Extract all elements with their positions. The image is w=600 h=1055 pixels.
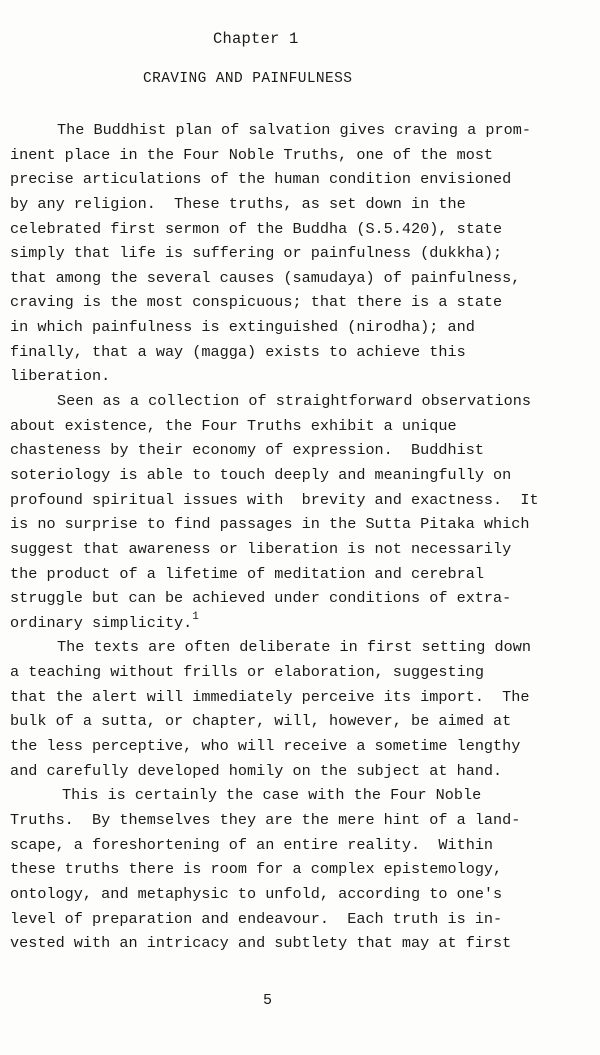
- text-line: This is certainly the case with the Four Noble: [62, 786, 482, 805]
- text-line: scape, a foreshortening of an entire reality. Within: [10, 835, 494, 854]
- paragraph-2: [10, 389, 592, 635]
- chapter-title: CRAVING AND PAINFULNESS: [143, 71, 353, 87]
- text-line: that among the several causes (samudaya) of painfulness,: [10, 268, 521, 287]
- text-line: struggle but can be achieved under conditions of extra-: [10, 589, 512, 608]
- text-line: ordinary simplicity.: [10, 613, 193, 632]
- text-line: precise articulations of the human condition envisioned: [10, 170, 512, 189]
- paragraph-4: [10, 783, 592, 955]
- text-line: is no surprise to find passages in the Sutta Pitaka which: [10, 515, 530, 534]
- text-line: Truths. By themselves they are the mere hint of a land-: [10, 810, 521, 829]
- text-line: celebrated first sermon of the Buddha (S.5.420), state: [10, 219, 503, 238]
- text-line: the product of a lifetime of meditation and cerebral: [10, 564, 484, 583]
- text-line: in which painfulness is extinguished (nirodha); and: [10, 318, 475, 337]
- text-line: finally, that a way (magga) exists to achieve this: [10, 342, 466, 361]
- text-line: a teaching without frills or elaboration, suggesting: [10, 663, 484, 682]
- text-line: craving is the most conspicuous; that there is a state: [10, 293, 503, 312]
- text-line: and carefully developed homily on the subject at hand.: [10, 761, 503, 780]
- chapter-label: Chapter 1: [213, 30, 299, 48]
- text-line: liberation.: [10, 367, 111, 386]
- text-line: by any religion. These truths, as set down in the: [10, 194, 466, 213]
- text-line: level of preparation and endeavour. Each truth is in-: [10, 909, 503, 928]
- text-line: The texts are often deliberate in first setting down: [57, 638, 531, 657]
- text-line: inent place in the Four Noble Truths, one of the most: [10, 145, 494, 164]
- paragraph-1: [10, 118, 592, 389]
- text-line: simply that life is suffering or painfulness (dukkha);: [10, 244, 503, 263]
- text-line: The Buddhist plan of salvation gives craving a prom-: [57, 121, 531, 139]
- text-line: vested with an intricacy and subtlety that may at first: [10, 934, 512, 953]
- text-line: chasteness by their economy of expression. Buddhist: [10, 441, 484, 460]
- footnote-marker: 1: [192, 610, 199, 623]
- text-line: about existence, the Four Truths exhibit a unique: [10, 416, 457, 435]
- text-line: these truths there is room for a complex epistemology,: [10, 860, 503, 879]
- text-line-with-footnote: [10, 611, 592, 636]
- text-line: Seen as a collection of straightforward observations: [57, 392, 531, 411]
- text-line: ontology, and metaphysic to unfold, according to one's: [10, 884, 503, 903]
- text-line: that the alert will immediately perceive its import. The: [10, 687, 530, 706]
- body-text: [10, 118, 592, 956]
- page-number: 5: [263, 992, 273, 1009]
- paragraph-3: [10, 635, 592, 783]
- text-line: the less perceptive, who will receive a sometime lengthy: [10, 737, 521, 756]
- text-line: profound spiritual issues with brevity and exactness. It: [10, 490, 539, 509]
- text-line: suggest that awareness or liberation is not necessarily: [10, 539, 512, 558]
- text-line: soteriology is able to touch deeply and meaningfully on: [10, 465, 512, 484]
- text-line: bulk of a sutta, or chapter, will, however, be aimed at: [10, 712, 512, 731]
